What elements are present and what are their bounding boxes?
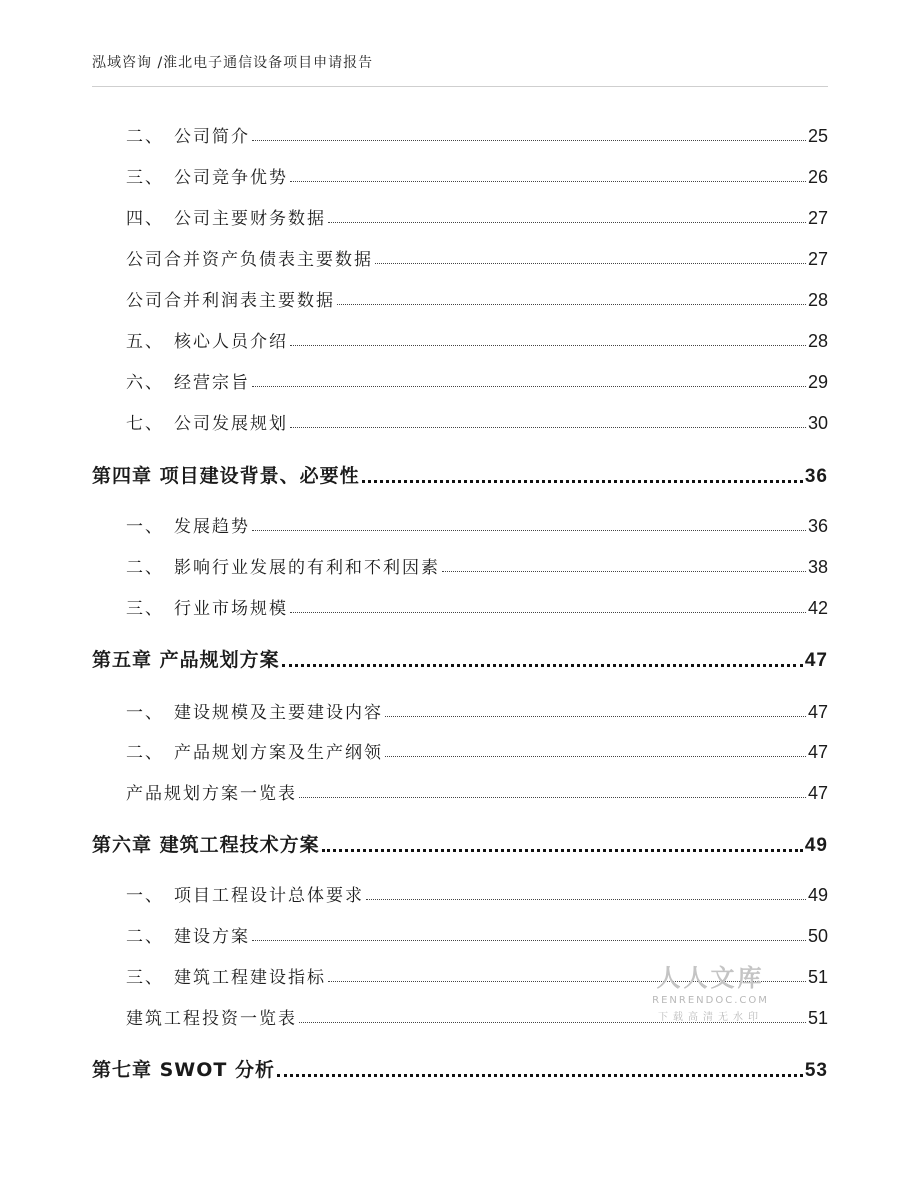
watermark-subtitle: 下载高清无水印 (658, 1012, 763, 1023)
toc-entry-label: 三、 公司竞争优势 (126, 168, 288, 188)
toc-entry-label: 二、 影响行业发展的有利和不利因素 (126, 558, 440, 578)
toc-entry[interactable] (126, 738, 828, 763)
toc-entry-page: 47 (807, 702, 828, 722)
toc-entry-page: 28 (807, 290, 828, 310)
toc-chapter-page: 49 (804, 835, 828, 856)
document-header: 泓域咨询 /淮北电子通信设备项目申请报告 (92, 55, 374, 71)
toc-chapter-label: 第四章 项目建设背景、必要性 (92, 465, 360, 487)
dot-leader (290, 427, 806, 428)
toc-entry[interactable] (126, 881, 828, 906)
toc-entry[interactable] (126, 698, 828, 723)
toc-entry[interactable] (126, 368, 828, 393)
toc-entry-label: 一、 发展趋势 (126, 517, 250, 537)
toc-entry[interactable] (126, 327, 828, 352)
header-divider (92, 86, 828, 87)
toc-entry-label: 二、 产品规划方案及生产纲领 (126, 743, 383, 763)
dot-leader (328, 222, 806, 223)
toc-entry-page: 47 (807, 783, 828, 803)
dot-leader (299, 797, 806, 798)
toc-chapter-page: 36 (804, 466, 828, 487)
dot-leader (442, 571, 806, 572)
dot-leader (252, 530, 806, 531)
toc-entry-page: 49 (807, 885, 828, 905)
toc-entry-label: 建筑工程投资一览表 (126, 1009, 297, 1029)
dot-leader (337, 304, 806, 305)
toc-chapter[interactable] (92, 461, 828, 488)
toc-entry-label: 四、 公司主要财务数据 (126, 209, 326, 229)
toc-chapter-label: 第六章 建筑工程技术方案 (92, 834, 320, 856)
dot-leader (277, 1074, 803, 1077)
toc-entry-page: 27 (807, 249, 828, 269)
watermark-title: 人人文库 (656, 964, 765, 992)
toc-entry-page: 26 (807, 167, 828, 187)
toc-entry-page: 29 (807, 372, 828, 392)
toc-entry-label: 公司合并利润表主要数据 (126, 291, 335, 311)
toc-chapter[interactable] (92, 645, 828, 672)
dot-leader (282, 664, 803, 667)
toc-entry-page: 47 (807, 742, 828, 762)
dot-leader (290, 345, 806, 346)
toc-entry-page: 25 (807, 126, 828, 146)
toc-chapter-page: 53 (804, 1060, 828, 1081)
dot-leader (385, 716, 806, 717)
toc-entry-label: 产品规划方案一览表 (126, 784, 297, 804)
toc-entry[interactable] (126, 204, 828, 229)
toc-entry-page: 36 (807, 516, 828, 536)
toc-entry-label: 二、 建设方案 (126, 927, 250, 947)
toc-chapter-label: 第五章 产品规划方案 (92, 649, 280, 671)
toc-entry[interactable] (126, 779, 828, 804)
toc-entry-label: 三、 建筑工程建设指标 (126, 968, 326, 988)
dot-leader (362, 480, 803, 483)
dot-leader (375, 263, 806, 264)
toc-entry-label: 公司合并资产负债表主要数据 (126, 250, 373, 270)
toc-entry-page: 27 (807, 208, 828, 228)
toc-entry-label: 三、 行业市场规模 (126, 599, 288, 619)
toc-chapter-page: 47 (804, 650, 828, 671)
dot-leader (366, 899, 806, 900)
toc-entry-page: 38 (807, 557, 828, 577)
toc-entry-label: 二、 公司简介 (126, 127, 250, 147)
toc-entry[interactable] (126, 594, 828, 619)
watermark (648, 958, 773, 1023)
dot-leader (252, 940, 806, 941)
watermark-url: RENRENDOC.COM (652, 995, 769, 1006)
toc-entry[interactable] (126, 122, 828, 147)
dot-leader (290, 181, 806, 182)
toc-entry-page: 51 (807, 1008, 828, 1028)
toc-entry-label: 七、 公司发展规划 (126, 414, 288, 434)
dot-leader (290, 612, 806, 613)
toc-entry[interactable] (126, 163, 828, 188)
dot-leader (252, 140, 806, 141)
dot-leader (385, 756, 806, 757)
toc-entry-label: 五、 核心人员介绍 (126, 332, 288, 352)
toc-entry[interactable] (126, 553, 828, 578)
toc-chapter[interactable] (92, 1055, 828, 1082)
toc-entry-page: 28 (807, 331, 828, 351)
toc-entry[interactable] (126, 512, 828, 537)
toc-entry-page: 30 (807, 413, 828, 433)
dot-leader (252, 386, 806, 387)
toc-entry[interactable] (126, 286, 828, 311)
toc-entry-page: 50 (807, 926, 828, 946)
toc-chapter[interactable] (92, 830, 828, 857)
toc-chapter-label: 第七章 SWOT 分析 (92, 1059, 275, 1081)
toc-entry[interactable] (126, 245, 828, 270)
toc-entry-page: 51 (807, 967, 828, 987)
dot-leader (322, 849, 803, 852)
toc-entry-label: 一、 项目工程设计总体要求 (126, 886, 364, 906)
toc-entry-label: 六、 经营宗旨 (126, 373, 250, 393)
toc-entry-label: 一、 建设规模及主要建设内容 (126, 703, 383, 723)
toc-entry[interactable] (126, 922, 828, 947)
toc-entry-page: 42 (807, 598, 828, 618)
toc-entry[interactable] (126, 409, 828, 434)
